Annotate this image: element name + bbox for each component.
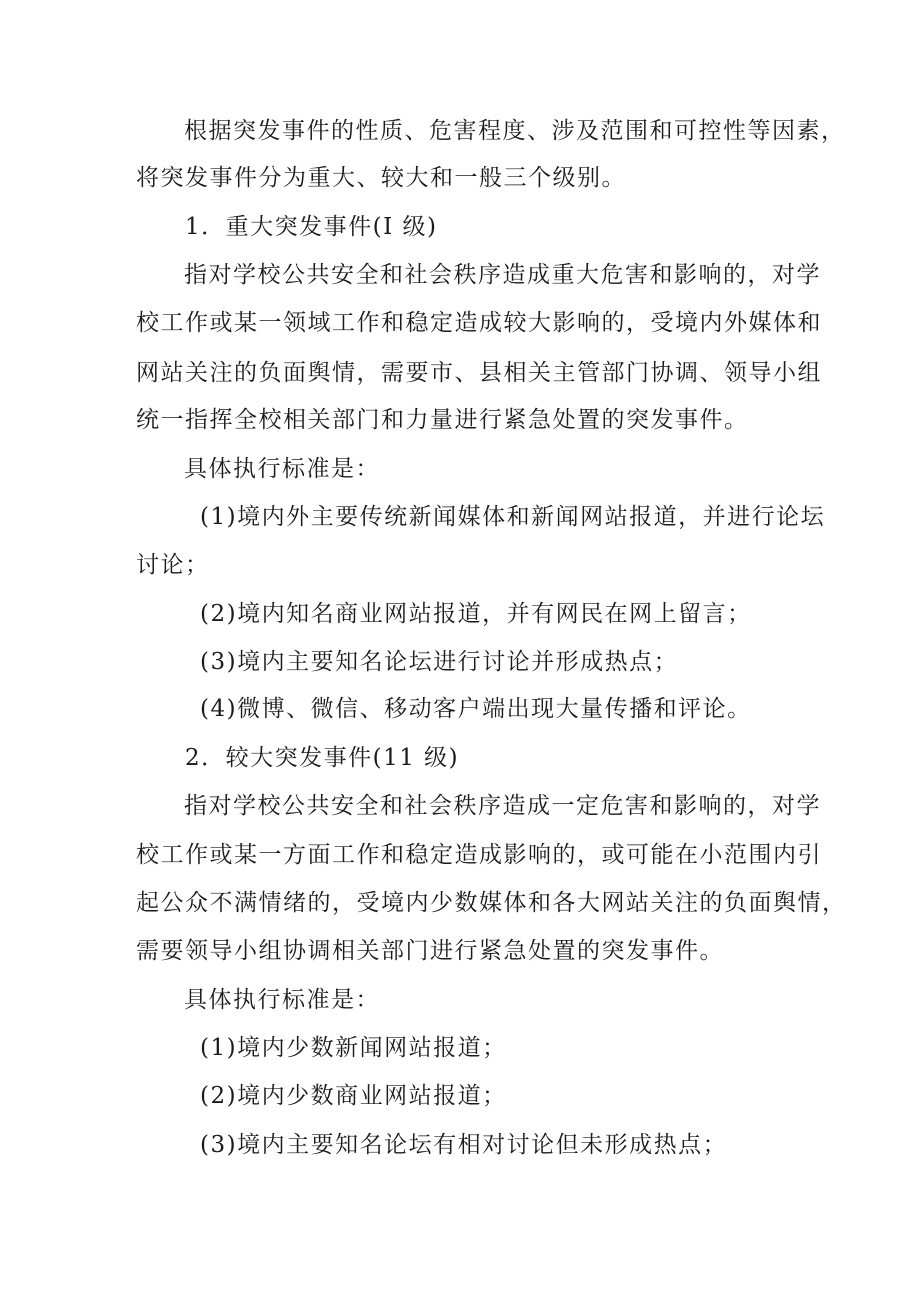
level1-criterion-4: (4)微博、微信、移动客户端出现大量传播和评论。 — [200, 696, 752, 722]
level1-description-line-4: 统一指挥全校相关部门和力量进行紧急处置的突发事件。 — [136, 407, 749, 433]
level1-criterion-1-continued: 讨论； — [136, 552, 210, 578]
intro-line-1: 根据突发事件的性质、危害程度、涉及范围和可控性等因素， — [184, 118, 846, 144]
level1-criterion-1: (1)境内外主要传统新闻媒体和新闻网站报道，并进行论坛 — [200, 504, 826, 530]
level2-criterion-3: (3)境内主要知名论坛有相对讨论但未形成热点； — [200, 1132, 728, 1158]
level2-description-line-1: 指对学校公共安全和社会秩序造成一定危害和影响的，对学 — [184, 793, 821, 819]
level2-description-line-2: 校工作或某一方面工作和稳定造成影响的，或可能在小范围内引 — [136, 842, 822, 868]
level1-heading: 1．重大突发事件(I 级) — [185, 214, 438, 240]
level2-description-line-3: 起公众不满情绪的，受境内少数媒体和各大网站关注的负面舆情， — [136, 890, 847, 916]
level1-description-line-1: 指对学校公共安全和社会秩序造成重大危害和影响的，对学 — [184, 262, 821, 288]
level2-heading: 2．较大突发事件(11 级) — [185, 745, 460, 771]
intro-line-2: 将突发事件分为重大、较大和一般三个级别。 — [136, 165, 626, 191]
level2-description-line-4: 需要领导小组协调相关部门进行紧急处置的突发事件。 — [136, 938, 724, 964]
level1-description-line-3: 网站关注的负面舆情，需要市、县相关主管部门协调、领导小组 — [136, 360, 822, 386]
level1-criterion-3: (3)境内主要知名论坛进行讨论并形成热点； — [200, 649, 679, 675]
level1-criterion-2: (2)境内知名商业网站报道，并有网民在网上留言； — [200, 601, 752, 627]
level2-criterion-1: (1)境内少数新闻网站报道； — [200, 1035, 507, 1061]
level1-description-line-2: 校工作或某一领域工作和稳定造成较大影响的，受境内外媒体和 — [136, 310, 822, 336]
level2-standard-label: 具体执行标准是： — [184, 987, 380, 1013]
level1-standard-label: 具体执行标准是： — [184, 456, 380, 482]
level2-criterion-2: (2)境内少数商业网站报道； — [200, 1083, 507, 1109]
